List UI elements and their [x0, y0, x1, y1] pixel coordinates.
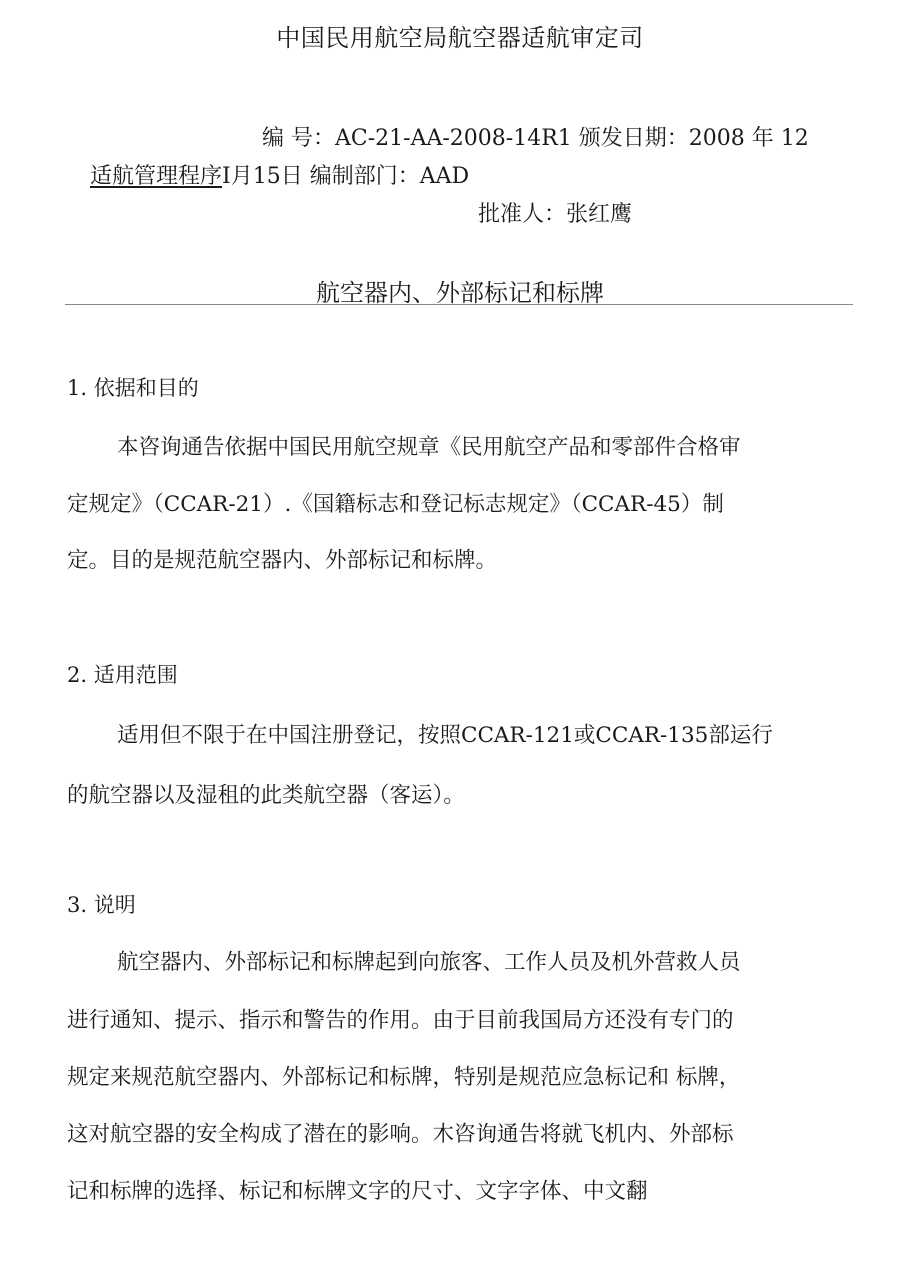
paragraph-line: 记和标牌的选择、标记和标牌文字的尺寸、文字字体、中文翻 — [67, 1179, 648, 1204]
paragraph-line: 的航空器以及湿租的此类航空器（客运）。 — [67, 783, 465, 808]
paragraph-line: 这对航空器的安全构成了潜在的影响。木咨询通告将就飞机内、外部标 — [67, 1122, 734, 1147]
title-divider — [65, 304, 853, 305]
document-title: 航空器内、外部标记和标牌 — [316, 279, 604, 307]
document-number-line: 编 号：AC-21-AA-2008-14R1 颁发日期：2008 年 12 — [262, 126, 809, 151]
program-dept-line — [90, 159, 469, 190]
issuing-authority-title: 中国民用航空局航空器适航审定司 — [276, 24, 644, 52]
paragraph-line: 进行通知、提示、指示和警告的作用。由于目前我国局方还没有专门的 — [67, 1008, 734, 1033]
paragraph-line: 规定来规范航空器内、外部标记和标牌，特别是规范应急标记和 标牌， — [67, 1065, 741, 1090]
paragraph-line: 适用但不限于在中国注册登记，按照CCAR-121或CCAR-135部运行 — [117, 723, 773, 748]
issue-date-dept: I月15日 编制部门：AAD — [222, 164, 470, 189]
paragraph-line: 定。目的是规范航空器内、外部标记和标牌。 — [67, 548, 498, 573]
paragraph-line: 本咨询通告依据中国民用航空规章《民用航空产品和零部件合格审 — [117, 435, 741, 460]
paragraph-line: 定规定》（CCAR-21）.《国籍标志和登记标志规定》（CCAR-45）制 — [67, 492, 724, 517]
program-type-label: 适航管理程序 — [90, 164, 223, 189]
section-heading-description: 3. 说明 — [67, 893, 136, 917]
paragraph-line: 航空器内、外部标记和标牌起到向旅客、工作人员及机外营救人员 — [117, 950, 741, 975]
section-heading-basis-purpose: 1. 依据和目的 — [67, 376, 199, 400]
approver-line: 批准人：张红鹰 — [478, 202, 633, 227]
section-heading-scope: 2. 适用范围 — [67, 663, 178, 687]
